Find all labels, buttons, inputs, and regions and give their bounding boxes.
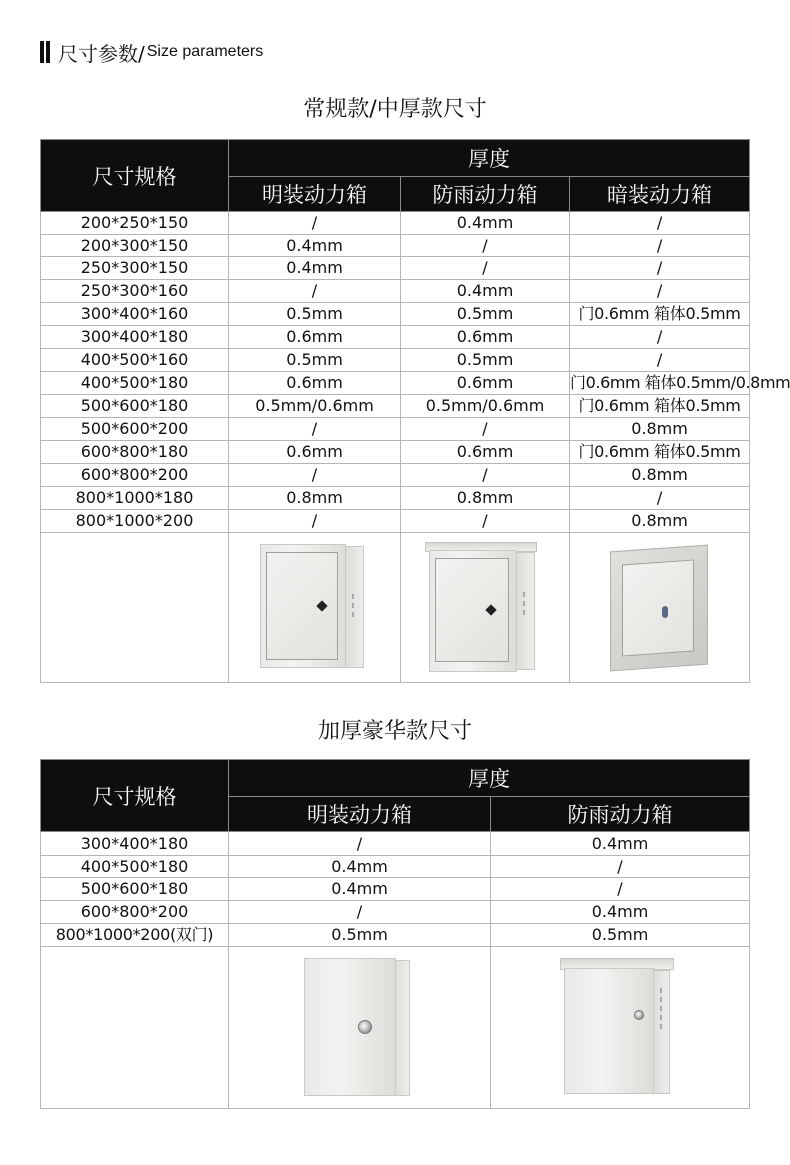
thickness-cell: / bbox=[570, 487, 750, 510]
table-row bbox=[41, 441, 750, 464]
thickness-cell: 0.4mm bbox=[491, 832, 750, 856]
size-cell: 800*1000*180 bbox=[41, 487, 229, 510]
thickness-cell: / bbox=[229, 418, 401, 441]
thickness-cell: / bbox=[401, 510, 570, 533]
thickness-cell: 0.6mm bbox=[229, 441, 401, 464]
size-cell: 300*400*180 bbox=[41, 832, 229, 856]
size-cell: 300*400*180 bbox=[41, 326, 229, 349]
header-surface-box: 明装动力箱 bbox=[229, 797, 491, 832]
thickness-cell: / bbox=[570, 212, 750, 235]
table-row bbox=[41, 924, 750, 947]
thickness-cell: / bbox=[570, 235, 750, 257]
thickness-cell: 0.8mm bbox=[401, 487, 570, 510]
thickness-cell: / bbox=[229, 464, 401, 487]
rainproof-cabinet-image bbox=[429, 542, 541, 674]
thickness-cell: 0.5mm/0.6mm bbox=[229, 395, 401, 418]
thickness-cell: / bbox=[229, 212, 401, 235]
size-cell: 400*500*180 bbox=[41, 856, 229, 878]
table-row bbox=[41, 418, 750, 441]
thickness-cell: 0.4mm bbox=[491, 901, 750, 924]
thickness-cell: 0.5mm bbox=[229, 349, 401, 372]
table-row bbox=[41, 280, 750, 303]
header-rainproof-box: 防雨动力箱 bbox=[401, 177, 570, 212]
thickness-cell: 门0.6mm 箱体0.5mm/0.8mm bbox=[570, 372, 750, 395]
table-row bbox=[41, 303, 750, 326]
size-cell: 500*600*180 bbox=[41, 878, 229, 901]
size-cell: 500*600*180 bbox=[41, 395, 229, 418]
table-row bbox=[41, 372, 750, 395]
header-thickness: 厚度 bbox=[229, 140, 750, 177]
thickness-cell: / bbox=[401, 235, 570, 257]
thickness-cell: 0.5mm bbox=[401, 303, 570, 326]
size-table-deluxe bbox=[40, 759, 750, 1109]
size-cell: 800*1000*200 bbox=[41, 510, 229, 533]
size-cell: 400*500*160 bbox=[41, 349, 229, 372]
thickness-cell: 0.8mm bbox=[229, 487, 401, 510]
thickness-cell: / bbox=[229, 280, 401, 303]
header-size-spec: 尺寸规格 bbox=[41, 140, 229, 212]
empty-cell bbox=[41, 947, 229, 1109]
thickness-cell: / bbox=[491, 878, 750, 901]
thickness-cell: / bbox=[401, 257, 570, 280]
header-title-en: Size parameters bbox=[146, 43, 264, 60]
deluxe-rainproof-cabinet-image bbox=[564, 958, 676, 1098]
thickness-cell: 门0.6mm 箱体0.5mm bbox=[570, 395, 750, 418]
product-image-cell bbox=[491, 947, 750, 1109]
table-row bbox=[41, 901, 750, 924]
thickness-cell: 0.8mm bbox=[570, 464, 750, 487]
table-row bbox=[41, 257, 750, 280]
thickness-cell: / bbox=[570, 280, 750, 303]
section2-title: 加厚豪华款尺寸 bbox=[317, 719, 472, 744]
section1-title: 常规款/中厚款尺寸 bbox=[303, 97, 487, 122]
thickness-cell: 门0.6mm 箱体0.5mm bbox=[570, 441, 750, 464]
size-cell: 400*500*180 bbox=[41, 372, 229, 395]
thickness-cell: 0.8mm bbox=[570, 418, 750, 441]
empty-cell bbox=[41, 533, 229, 683]
size-cell: 200*250*150 bbox=[41, 212, 229, 235]
thickness-cell: / bbox=[491, 856, 750, 878]
thickness-cell: 0.6mm bbox=[401, 372, 570, 395]
table-row bbox=[41, 349, 750, 372]
image-row bbox=[41, 947, 750, 1109]
table-row bbox=[41, 832, 750, 856]
thickness-cell: 0.6mm bbox=[229, 372, 401, 395]
image-row bbox=[41, 533, 750, 683]
size-cell: 200*300*150 bbox=[41, 235, 229, 257]
thickness-cell: 0.4mm bbox=[229, 235, 401, 257]
thickness-cell: / bbox=[229, 832, 491, 856]
table-row bbox=[41, 212, 750, 235]
thickness-cell: / bbox=[229, 510, 401, 533]
thickness-cell: 0.4mm bbox=[401, 280, 570, 303]
thickness-cell: / bbox=[570, 349, 750, 372]
size-cell: 600*800*200 bbox=[41, 464, 229, 487]
thickness-cell: / bbox=[570, 257, 750, 280]
header-rainproof-box: 防雨动力箱 bbox=[491, 797, 750, 832]
thickness-cell: 0.4mm bbox=[401, 212, 570, 235]
table-row bbox=[41, 487, 750, 510]
size-table-standard bbox=[40, 139, 790, 683]
thickness-cell: 门0.6mm 箱体0.5mm bbox=[570, 303, 750, 326]
thickness-cell: / bbox=[401, 464, 570, 487]
table-row bbox=[41, 235, 750, 257]
thickness-cell: 0.8mm bbox=[570, 510, 750, 533]
size-cell: 250*300*150 bbox=[41, 257, 229, 280]
size-cell: 600*800*180 bbox=[41, 441, 229, 464]
product-image-cell bbox=[401, 533, 570, 683]
thickness-cell: 0.4mm bbox=[229, 878, 491, 901]
product-image-cell bbox=[229, 947, 491, 1109]
table-row bbox=[41, 464, 750, 487]
table-row bbox=[41, 326, 750, 349]
thickness-cell: / bbox=[401, 418, 570, 441]
size-cell: 300*400*160 bbox=[41, 303, 229, 326]
thickness-cell: 0.6mm bbox=[401, 441, 570, 464]
header-thickness: 厚度 bbox=[229, 760, 750, 797]
table-row bbox=[41, 510, 750, 533]
thickness-cell: 0.6mm bbox=[401, 326, 570, 349]
thickness-cell: 0.5mm/0.6mm bbox=[401, 395, 570, 418]
header-bar-icon bbox=[40, 41, 50, 63]
thickness-cell: 0.5mm bbox=[401, 349, 570, 372]
product-image-cell bbox=[229, 533, 401, 683]
thickness-cell: 0.4mm bbox=[229, 257, 401, 280]
thickness-cell: / bbox=[229, 901, 491, 924]
size-cell: 800*1000*200(双门) bbox=[41, 924, 229, 947]
header-surface-box: 明装动力箱 bbox=[229, 177, 401, 212]
header-title-zh: 尺寸参数/ bbox=[58, 41, 145, 66]
size-cell: 600*800*200 bbox=[41, 901, 229, 924]
thickness-cell: 0.5mm bbox=[229, 924, 491, 947]
header-size-spec: 尺寸规格 bbox=[41, 760, 229, 832]
thickness-cell: / bbox=[570, 326, 750, 349]
size-cell: 250*300*160 bbox=[41, 280, 229, 303]
section-header bbox=[40, 38, 263, 66]
thickness-cell: 0.6mm bbox=[229, 326, 401, 349]
table-row bbox=[41, 878, 750, 901]
surface-cabinet-image bbox=[260, 544, 370, 672]
product-image-cell bbox=[570, 533, 750, 683]
thickness-cell: 0.5mm bbox=[229, 303, 401, 326]
table-row bbox=[41, 395, 750, 418]
header-concealed-box: 暗装动力箱 bbox=[570, 177, 750, 212]
size-cell: 500*600*200 bbox=[41, 418, 229, 441]
thickness-cell: 0.5mm bbox=[491, 924, 750, 947]
thickness-cell: 0.4mm bbox=[229, 856, 491, 878]
table-row bbox=[41, 856, 750, 878]
concealed-cabinet-image bbox=[610, 544, 710, 672]
deluxe-surface-cabinet-image bbox=[304, 958, 416, 1098]
